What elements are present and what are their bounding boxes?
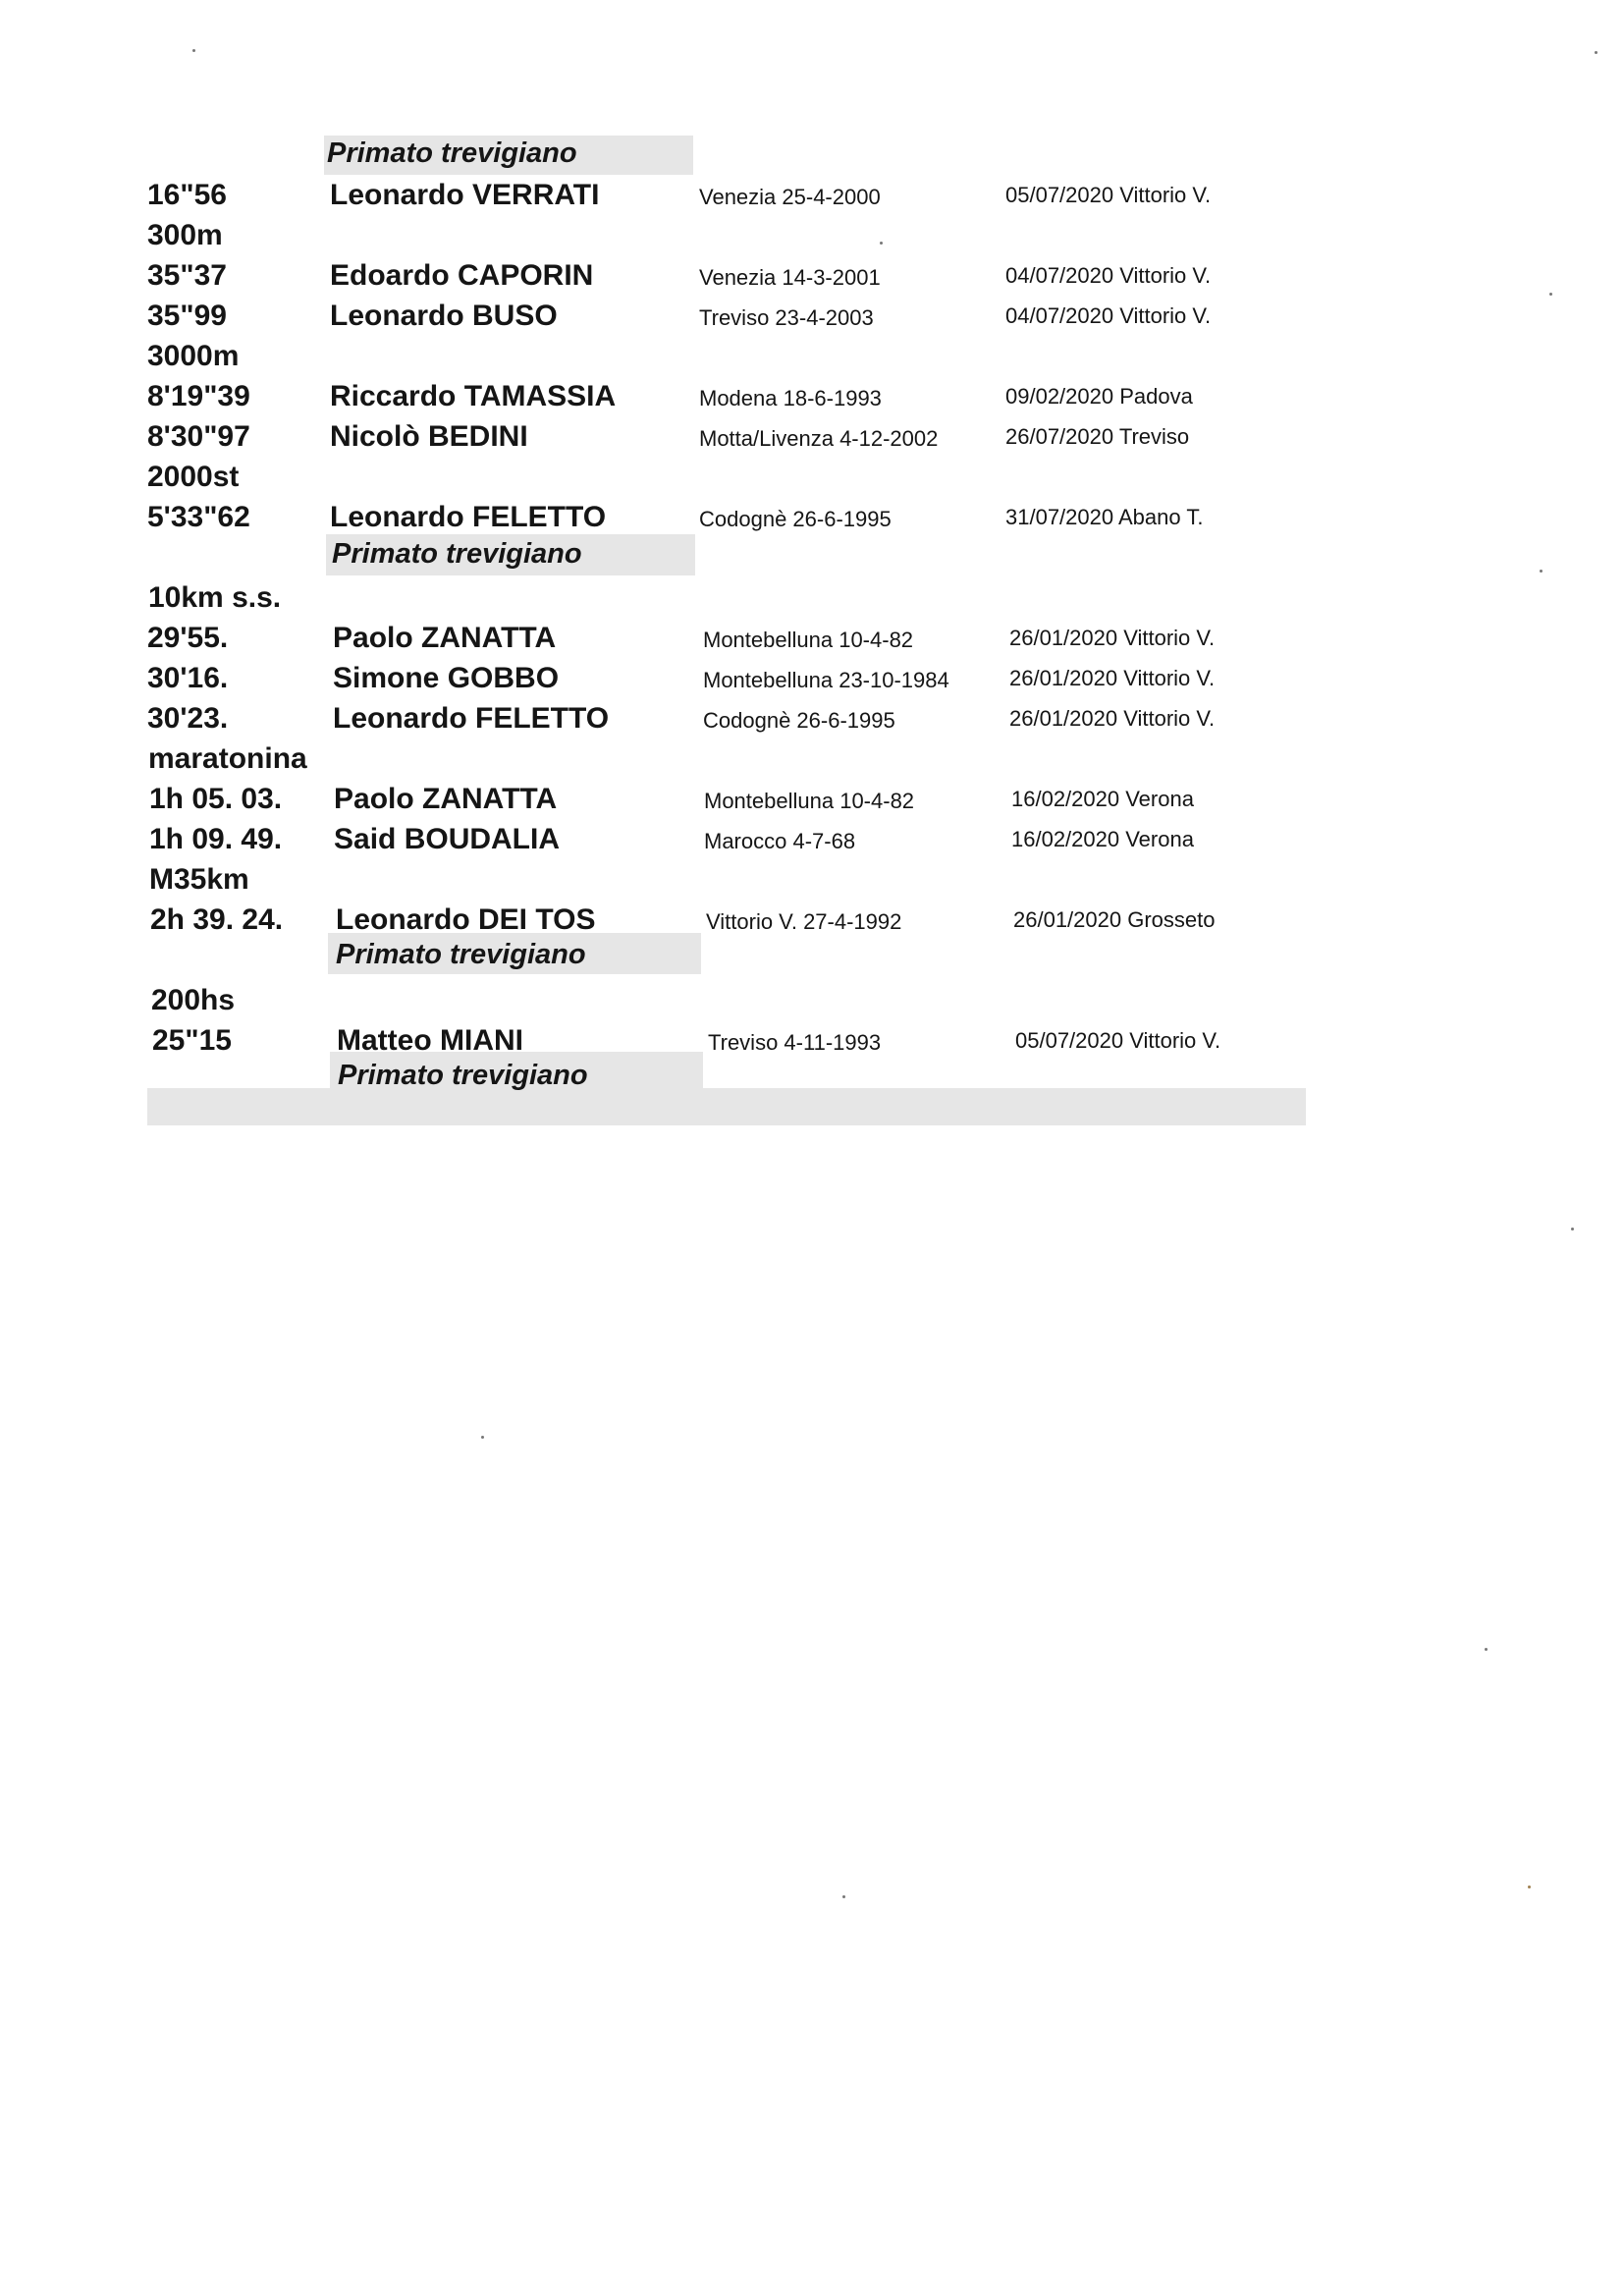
birth-info: Montebelluna 10-4-82 [703,628,914,652]
birth-info: Montebelluna 10-4-82 [704,789,915,813]
athlete-name: Simone GOBBO [333,662,560,694]
birth-info: Modena 18-6-1993 [699,386,882,410]
event-row [0,337,1624,376]
birth-info: Venezia 25-4-2000 [699,185,881,209]
performance: 30'23. [147,702,229,735]
event-row [0,981,1624,1020]
result-row [0,699,1624,738]
event-name: 2000st [147,461,240,493]
result-row [0,1021,1624,1061]
result-row [0,176,1624,215]
event-name: M35km [149,863,249,896]
record-note: Primato trevigiano [332,538,582,570]
date-venue: 26/01/2020 Vittorio V. [1009,706,1216,731]
scan-speck [192,49,195,52]
event-name: maratonina [148,742,307,775]
birth-info: Marocco 4-7-68 [704,829,856,853]
record-note: Primato trevigiano [327,137,577,169]
event-name: 200hs [151,984,236,1016]
record-note: Primato trevigiano [338,1060,588,1091]
athlete-name: Leonardo DEI TOS [336,903,596,936]
performance: 8'19"39 [147,380,250,412]
date-venue: 16/02/2020 Verona [1011,787,1194,811]
scan-speck [1485,1648,1488,1651]
scan-speck [1595,51,1597,54]
birth-info: Montebelluna 23-10-1984 [703,668,949,692]
athlete-name: Edoardo CAPORIN [330,259,594,292]
date-venue: 26/01/2020 Vittorio V. [1009,666,1216,690]
scan-speck [1549,293,1552,296]
athlete-name: Leonardo BUSO [330,300,558,332]
performance: 16"56 [147,179,227,211]
event-row [0,860,1624,900]
birth-info: Codognè 26-6-1995 [699,507,892,531]
scan-speck [1540,570,1543,573]
date-venue: 26/07/2020 Treviso [1005,424,1190,449]
event-row [0,458,1624,497]
athlete-name: Leonardo FELETTO [333,702,610,735]
date-venue: 26/01/2020 Vittorio V. [1009,626,1216,650]
result-row [0,901,1624,940]
result-row [0,820,1624,859]
date-venue: 04/07/2020 Vittorio V. [1005,263,1212,288]
scan-speck [880,242,883,245]
birth-info: Treviso 4-11-1993 [708,1030,882,1055]
result-row [0,256,1624,296]
performance: 5'33"62 [147,501,250,533]
date-venue: 04/07/2020 Vittorio V. [1005,303,1212,328]
performance: 29'55. [147,622,229,654]
scan-speck [1528,1886,1531,1888]
scan-speck [1571,1228,1574,1230]
athlete-name: Said BOUDALIA [334,823,561,855]
result-row [0,659,1624,698]
event-name: 10km s.s. [148,581,282,614]
athlete-name: Riccardo TAMASSIA [330,380,617,412]
birth-info: Codognè 26-6-1995 [703,708,895,733]
event-name: 3000m [147,340,240,372]
result-row [0,417,1624,457]
scan-speck [842,1895,845,1898]
performance: 8'30"97 [147,420,250,453]
performance: 25"15 [152,1024,232,1057]
performance: 1h 05. 03. [149,783,283,815]
date-venue: 16/02/2020 Verona [1011,827,1194,851]
date-venue: 09/02/2020 Padova [1005,384,1193,409]
event-row [0,216,1624,255]
athlete-name: Leonardo FELETTO [330,501,607,533]
athlete-name: Paolo ZANATTA [334,783,558,815]
event-row [0,739,1624,779]
record-note-row [0,536,1624,575]
event-row [0,578,1624,618]
birth-info: Vittorio V. 27-4-1992 [706,909,902,934]
birth-info: Treviso 23-4-2003 [699,305,874,330]
athlete-name: Nicolò BEDINI [330,420,528,453]
scan-speck [481,1436,484,1439]
performance: 1h 09. 49. [149,823,283,855]
record-note-row [0,1058,1624,1097]
performance: 2h 39. 24. [150,903,284,936]
athlete-name: Leonardo VERRATI [330,179,600,211]
event-name: 300m [147,219,223,251]
record-note: Primato trevigiano [336,939,586,970]
date-venue: 05/07/2020 Vittorio V. [1005,183,1212,207]
date-venue: 26/01/2020 Grosseto [1013,907,1216,932]
result-row [0,780,1624,819]
birth-info: Venezia 14-3-2001 [699,265,881,290]
athlete-name: Matteo MIANI [337,1024,523,1057]
performance: 30'16. [147,662,229,694]
result-row [0,377,1624,416]
record-note-row [0,136,1624,175]
record-note-row [0,937,1624,976]
result-row [0,498,1624,537]
result-row [0,619,1624,658]
date-venue: 05/07/2020 Vittorio V. [1015,1028,1221,1053]
athlete-name: Paolo ZANATTA [333,622,557,654]
performance: 35"37 [147,259,227,292]
performance: 35"99 [147,300,227,332]
result-row [0,297,1624,336]
date-venue: 31/07/2020 Abano T. [1005,505,1204,529]
birth-info: Motta/Livenza 4-12-2002 [699,426,939,451]
